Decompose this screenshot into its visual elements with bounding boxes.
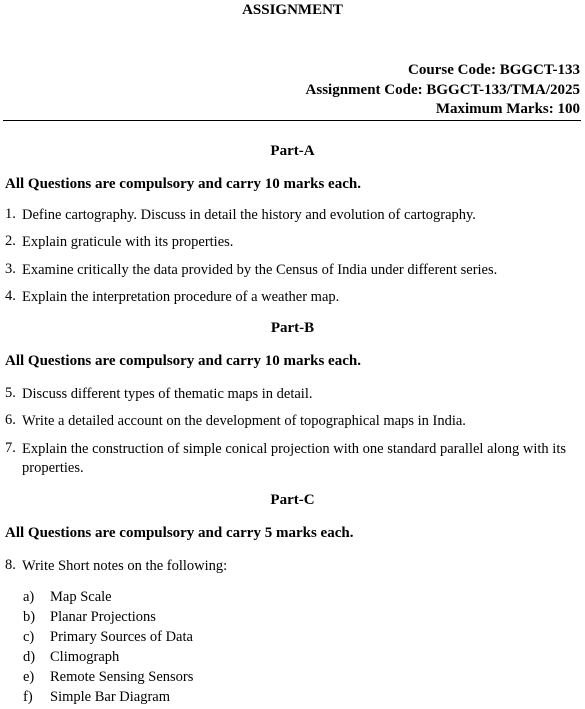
question-text: Define cartography. Discuss in detail the history and evolution of cartography.	[22, 207, 476, 223]
question-number: 5.	[5, 385, 16, 401]
part-a-instruction: All Questions are compulsory and carry 10 marks each.	[5, 176, 361, 192]
question-text: Write Short notes on the following:	[22, 558, 228, 574]
question-4	[5, 288, 577, 307]
question-number: 8.	[5, 557, 16, 573]
item-text: Simple Bar Diagram	[50, 689, 171, 705]
question-6	[5, 412, 577, 431]
short-note-item	[23, 649, 119, 666]
question-number: 2.	[5, 233, 16, 249]
item-letter: d)	[23, 649, 36, 665]
question-text: Explain graticule with its properties.	[22, 234, 234, 250]
question-number: 6.	[5, 412, 16, 428]
question-number: 3.	[5, 261, 16, 277]
part-b-heading: Part-B	[270, 320, 315, 336]
part-c-instruction: All Questions are compulsory and carry 5 marks each.	[5, 525, 354, 541]
question-8	[5, 557, 577, 576]
question-number: 7.	[5, 440, 16, 456]
item-text: Map Scale	[50, 589, 112, 605]
item-letter: b)	[23, 609, 36, 625]
short-note-item	[23, 609, 156, 626]
part-c-heading: Part-C	[270, 492, 315, 508]
question-text: Write a detailed account on the development of topographical maps in India.	[22, 413, 466, 429]
item-letter: f)	[23, 689, 33, 705]
item-text: Climograph	[50, 649, 120, 665]
question-2	[5, 233, 577, 252]
question-number: 1.	[5, 206, 16, 222]
item-text: Planar Projections	[50, 609, 156, 625]
part-a-heading: Part-A	[270, 143, 315, 159]
header-divider	[3, 120, 581, 121]
item-letter: c)	[23, 629, 35, 645]
question-text: Examine critically the data provided by the Census of India under different series.	[22, 262, 498, 278]
question-5	[5, 385, 577, 404]
question-3	[5, 261, 577, 280]
item-text: Remote Sensing Sensors	[50, 669, 194, 685]
assignment-code: Assignment Code: BGGCT-133/TMA/2025	[305, 82, 580, 98]
item-letter: a)	[23, 589, 35, 605]
item-letter: e)	[23, 669, 35, 685]
part-b-instruction: All Questions are compulsory and carry 10 marks each.	[5, 353, 361, 369]
question-7	[5, 440, 577, 478]
short-note-item	[23, 629, 193, 646]
short-note-item	[23, 689, 170, 706]
question-text: Explain the interpretation procedure of a weather map.	[22, 289, 340, 305]
course-code: Course Code: BGGCT-133	[408, 62, 580, 78]
question-text: Explain the construction of simple conical projection with one standard parallel along with its properties.	[22, 441, 567, 476]
question-text: Discuss different types of thematic maps in detail.	[22, 386, 313, 402]
short-note-item	[23, 589, 112, 606]
question-number: 4.	[5, 288, 16, 304]
short-note-item	[23, 669, 193, 686]
item-text: Primary Sources of Data	[50, 629, 193, 645]
question-1	[5, 206, 577, 225]
maximum-marks: Maximum Marks: 100	[435, 101, 580, 117]
document-title: ASSIGNMENT	[242, 2, 343, 18]
